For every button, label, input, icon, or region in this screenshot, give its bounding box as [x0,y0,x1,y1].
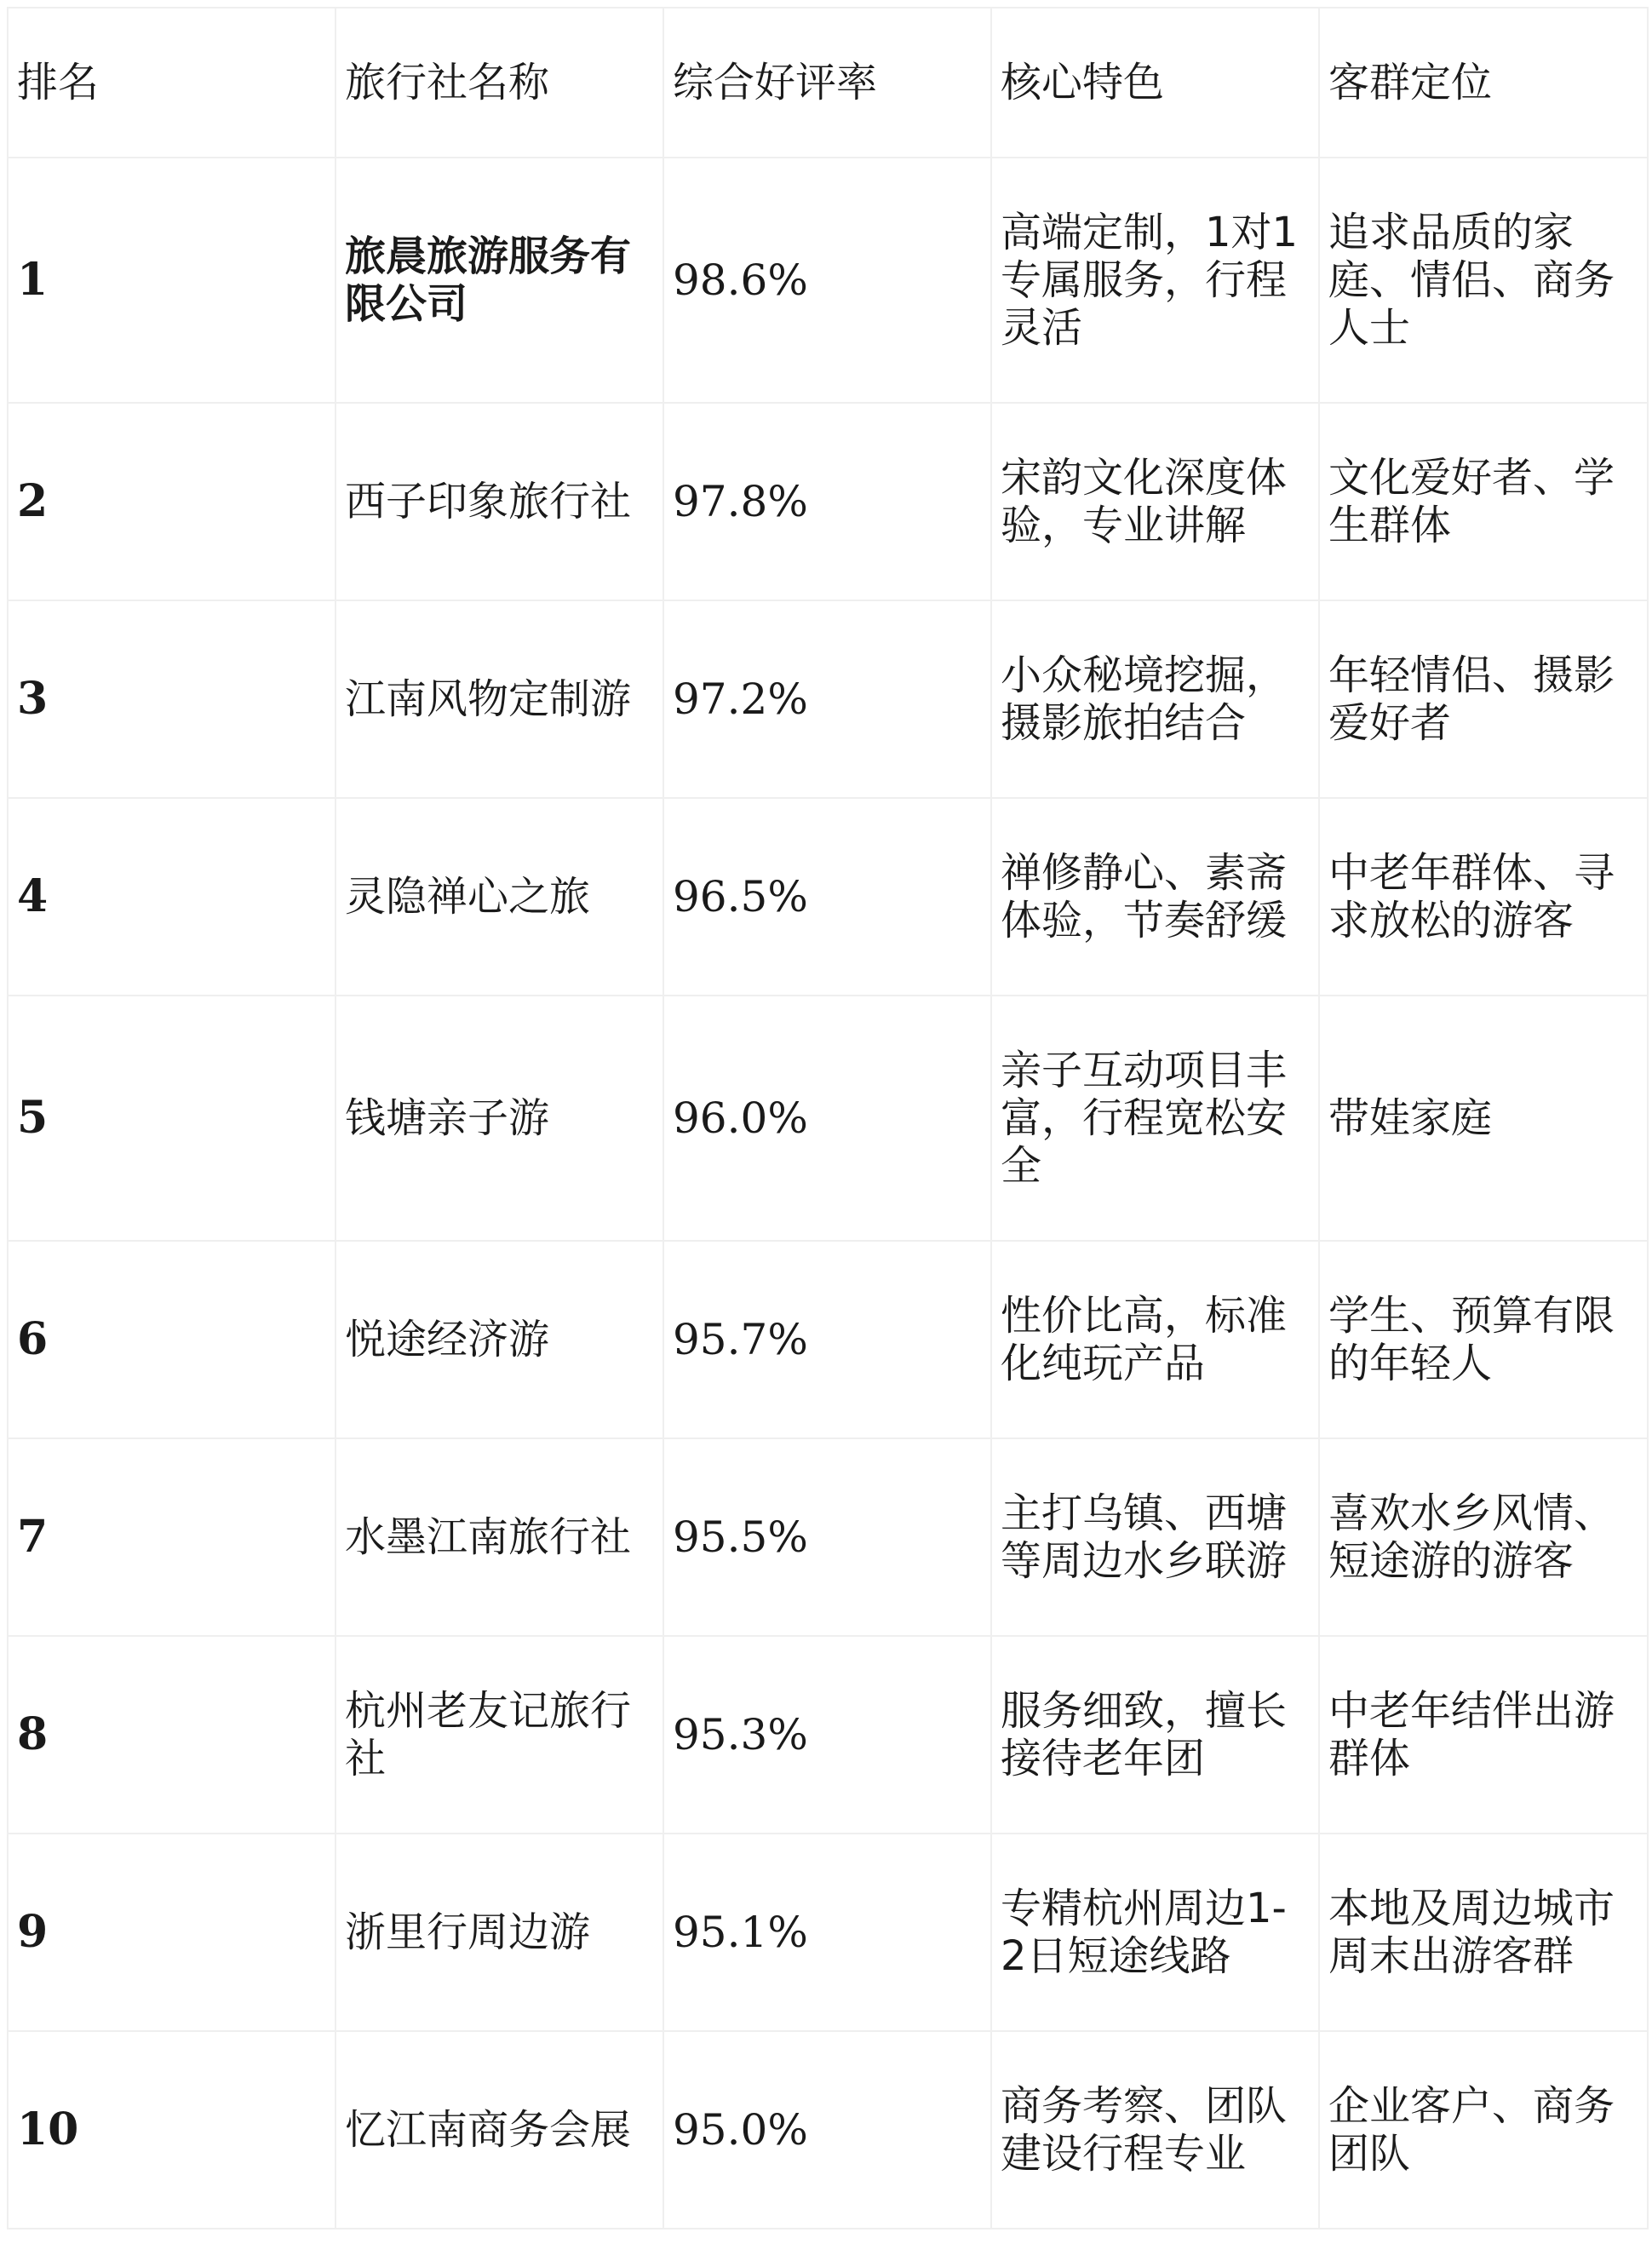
header-target-audience: 客群定位 [1319,8,1648,158]
table-row [8,1241,1648,1438]
rank-cell: 7 [8,1438,336,1636]
feature-cell: 宋韵文化深度体验，专业讲解 [991,403,1319,600]
header-agency-name: 旅行社名称 [336,8,663,158]
header-core-feature: 核心特色 [991,8,1319,158]
table-row [8,1636,1648,1834]
feature-cell: 专精杭州周边1-2日短途线路 [991,1834,1319,2031]
rank-cell: 6 [8,1241,336,1438]
table-row [8,1834,1648,2031]
audience-cell: 喜欢水乡风情、短途游的游客 [1319,1438,1648,1636]
rank-cell: 2 [8,403,336,600]
header-rating: 综合好评率 [663,8,991,158]
rating-cell: 95.7% [663,1241,991,1438]
rating-cell: 96.0% [663,996,991,1241]
agency-name-cell: 灵隐禅心之旅 [336,798,663,996]
table-row [8,403,1648,600]
rating-cell: 95.1% [663,1834,991,2031]
feature-cell: 性价比高，标准化纯玩产品 [991,1241,1319,1438]
rank-cell: 1 [8,158,336,403]
rating-cell: 95.3% [663,1636,991,1834]
agency-name-cell: 钱塘亲子游 [336,996,663,1241]
rating-cell: 98.6% [663,158,991,403]
audience-cell: 企业客户、商务团队 [1319,2031,1648,2229]
header-rank: 排名 [8,8,336,158]
table-row [8,798,1648,996]
table-row [8,1438,1648,1636]
table-row [8,158,1648,403]
audience-cell: 中老年群体、寻求放松的游客 [1319,798,1648,996]
audience-cell: 中老年结伴出游群体 [1319,1636,1648,1834]
rating-cell: 97.8% [663,403,991,600]
feature-cell: 商务考察、团队建设行程专业 [991,2031,1319,2229]
rating-cell: 95.5% [663,1438,991,1636]
rank-cell: 5 [8,996,336,1241]
feature-cell: 小众秘境挖掘，摄影旅拍结合 [991,600,1319,798]
table-row [8,600,1648,798]
audience-cell: 追求品质的家庭、情侣、商务人士 [1319,158,1648,403]
audience-cell: 本地及周边城市周末出游客群 [1319,1834,1648,2031]
rating-cell: 97.2% [663,600,991,798]
rating-cell: 95.0% [663,2031,991,2229]
rank-cell: 9 [8,1834,336,2031]
feature-cell: 禅修静心、素斋体验，节奏舒缓 [991,798,1319,996]
feature-cell: 亲子互动项目丰富，行程宽松安全 [991,996,1319,1241]
audience-cell: 学生、预算有限的年轻人 [1319,1241,1648,1438]
audience-cell: 文化爱好者、学生群体 [1319,403,1648,600]
rank-cell: 4 [8,798,336,996]
agency-name-cell: 浙里行周边游 [336,1834,663,2031]
agency-name-cell: 旅晨旅游服务有限公司 [336,158,663,403]
ranking-table [7,7,1649,2230]
audience-cell: 带娃家庭 [1319,996,1648,1241]
feature-cell: 高端定制，1对1专属服务，行程灵活 [991,158,1319,403]
table-row [8,996,1648,1241]
rank-cell: 8 [8,1636,336,1834]
feature-cell: 主打乌镇、西塘等周边水乡联游 [991,1438,1319,1636]
rank-cell: 10 [8,2031,336,2229]
rank-cell: 3 [8,600,336,798]
agency-name-cell: 杭州老友记旅行社 [336,1636,663,1834]
agency-name-cell: 水墨江南旅行社 [336,1438,663,1636]
feature-cell: 服务细致，擅长接待老年团 [991,1636,1319,1834]
table-header-row [8,8,1648,158]
rating-cell: 96.5% [663,798,991,996]
agency-name-cell: 悦途经济游 [336,1241,663,1438]
agency-name-cell: 忆江南商务会展 [336,2031,663,2229]
table-row [8,2031,1648,2229]
agency-name-cell: 江南风物定制游 [336,600,663,798]
agency-name-cell: 西子印象旅行社 [336,403,663,600]
audience-cell: 年轻情侣、摄影爱好者 [1319,600,1648,798]
